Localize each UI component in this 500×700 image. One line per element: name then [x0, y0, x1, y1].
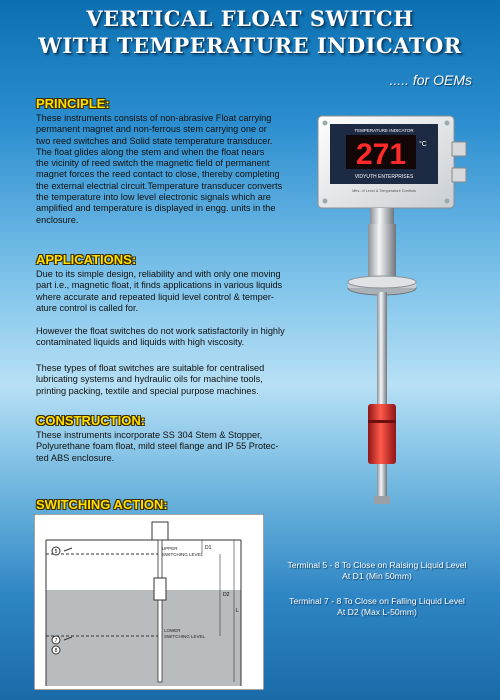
stopper — [374, 496, 390, 504]
text-line: magnet forces the reed contact to close, thereby completing — [36, 169, 280, 180]
dimension-label-d2: D2 — [223, 592, 230, 598]
text-line: the vicinity of reed switch the magnetic field of permanent — [36, 158, 270, 169]
applications-text-3 — [36, 363, 318, 397]
panel-title: TEMPERATURE INDICATOR — [354, 128, 414, 133]
temperature-readout: 271 — [355, 138, 407, 171]
text-line: where accurate and repeated liquid level control & temper- — [36, 291, 274, 302]
housing-neck — [370, 208, 394, 224]
diagram-float — [154, 578, 166, 600]
text-line: lubricating systems and hydraulic oils for machine tools, — [36, 374, 263, 385]
terminal-label: 8 — [54, 648, 58, 654]
text-line: These instruments incorporate SS 304 Stem & Stopper, — [36, 430, 263, 440]
terminal-label: 7 — [54, 638, 58, 644]
stem-tube — [368, 224, 396, 282]
text-line: enclosure. — [36, 214, 79, 225]
brand-label: VIDYUTH ENTERPRISES — [354, 174, 414, 180]
text-line: part i.e., magnetic float, it finds applications in various liquids — [36, 280, 283, 291]
liquid — [46, 590, 241, 686]
diagram-stem — [158, 540, 162, 682]
principle-heading: PRINCIPLE: — [36, 96, 110, 111]
text-line: These types of float switches are suitable for centralised — [36, 363, 265, 373]
text-line: the temperature into low level electronic signals which are — [36, 192, 271, 203]
lower-level-label-2: SWITCHING LEVEL — [164, 634, 206, 639]
construction-heading: CONSTRUCTION: — [36, 413, 146, 428]
screw-icon — [445, 199, 450, 204]
applications-text-2 — [36, 326, 318, 349]
text-line: At D2 (Max L-50mm) — [337, 607, 417, 617]
switch-head — [152, 522, 168, 540]
text-line: Polyurethane foam float, mild steel flange and IP 55 Protec- — [36, 441, 279, 452]
red-float — [368, 404, 396, 464]
flange-top — [348, 276, 416, 288]
text-line: contaminated liquids and liquids with high viscosity. — [36, 337, 245, 348]
upper-level-label-2: SWITCHING LEVEL — [162, 552, 204, 557]
terminal-label: 5 — [54, 549, 58, 555]
float-band — [368, 420, 396, 423]
terminal-2-description — [262, 596, 492, 618]
construction-text — [36, 430, 318, 464]
text-line: the external electrial circuit.Temperature transducer converts — [36, 180, 283, 191]
text-line: At D1 (Min 50mm) — [342, 571, 412, 581]
lower-level-label: LOWER — [164, 628, 181, 633]
dimension-label-l: L — [236, 608, 239, 614]
dimension-label-d1: D1 — [205, 545, 212, 551]
stem-rod — [377, 292, 387, 502]
text-line: Terminal 7 - 8 To Close on Falling Liquid Level — [289, 596, 465, 606]
text-line: permanent magnet and non-ferrous stem carrying one or — [36, 124, 267, 135]
cable-gland — [452, 168, 466, 182]
text-line: amplified and temperature is displayed in engg. units in the — [36, 203, 276, 214]
upper-level-label: UPPER — [162, 546, 178, 551]
text-line: However the float switches do not work satisfactorily in highly — [36, 326, 285, 336]
cable-gland — [452, 142, 466, 156]
text-line: ature control is called for. — [36, 302, 139, 313]
screw-icon — [323, 121, 328, 126]
text-line: ted ABS enclosure. — [36, 452, 115, 463]
text-line: The float glides along the stem and when the float nears — [36, 146, 265, 157]
switching-diagram — [34, 514, 264, 690]
screw-icon — [323, 199, 328, 204]
float-switch-device-illustration — [314, 112, 484, 512]
text-line: Terminal 5 - 8 To Close on Raising Liquid Level — [287, 560, 467, 570]
terminal-1-description — [262, 560, 492, 582]
temperature-unit: °C — [419, 141, 427, 148]
text-line: two reed switches and Solid state temperature transducer. — [36, 135, 273, 146]
applications-heading: APPLICATIONS: — [36, 252, 137, 267]
principle-text — [36, 113, 318, 226]
text-line: These instruments consists of non-abrasive Float carrying — [36, 113, 272, 123]
page-title-line-2: WITH TEMPERATURE INDICATOR — [38, 33, 462, 58]
page-title-line-1: VERTICAL FLOAT SWITCH — [86, 6, 414, 31]
subtitle: ..... for OEMs — [389, 72, 472, 88]
text-line: printing packing, textile and special purpose machines. — [36, 385, 259, 396]
fine-print: Mfrs. of Level & Temperature Controls — [352, 189, 416, 193]
text-line: Due to its simple design, reliability and with only one moving — [36, 269, 281, 279]
switching-heading: SWITCHING ACTION: — [36, 497, 168, 512]
applications-text-1 — [36, 269, 318, 314]
screw-icon — [445, 121, 450, 126]
